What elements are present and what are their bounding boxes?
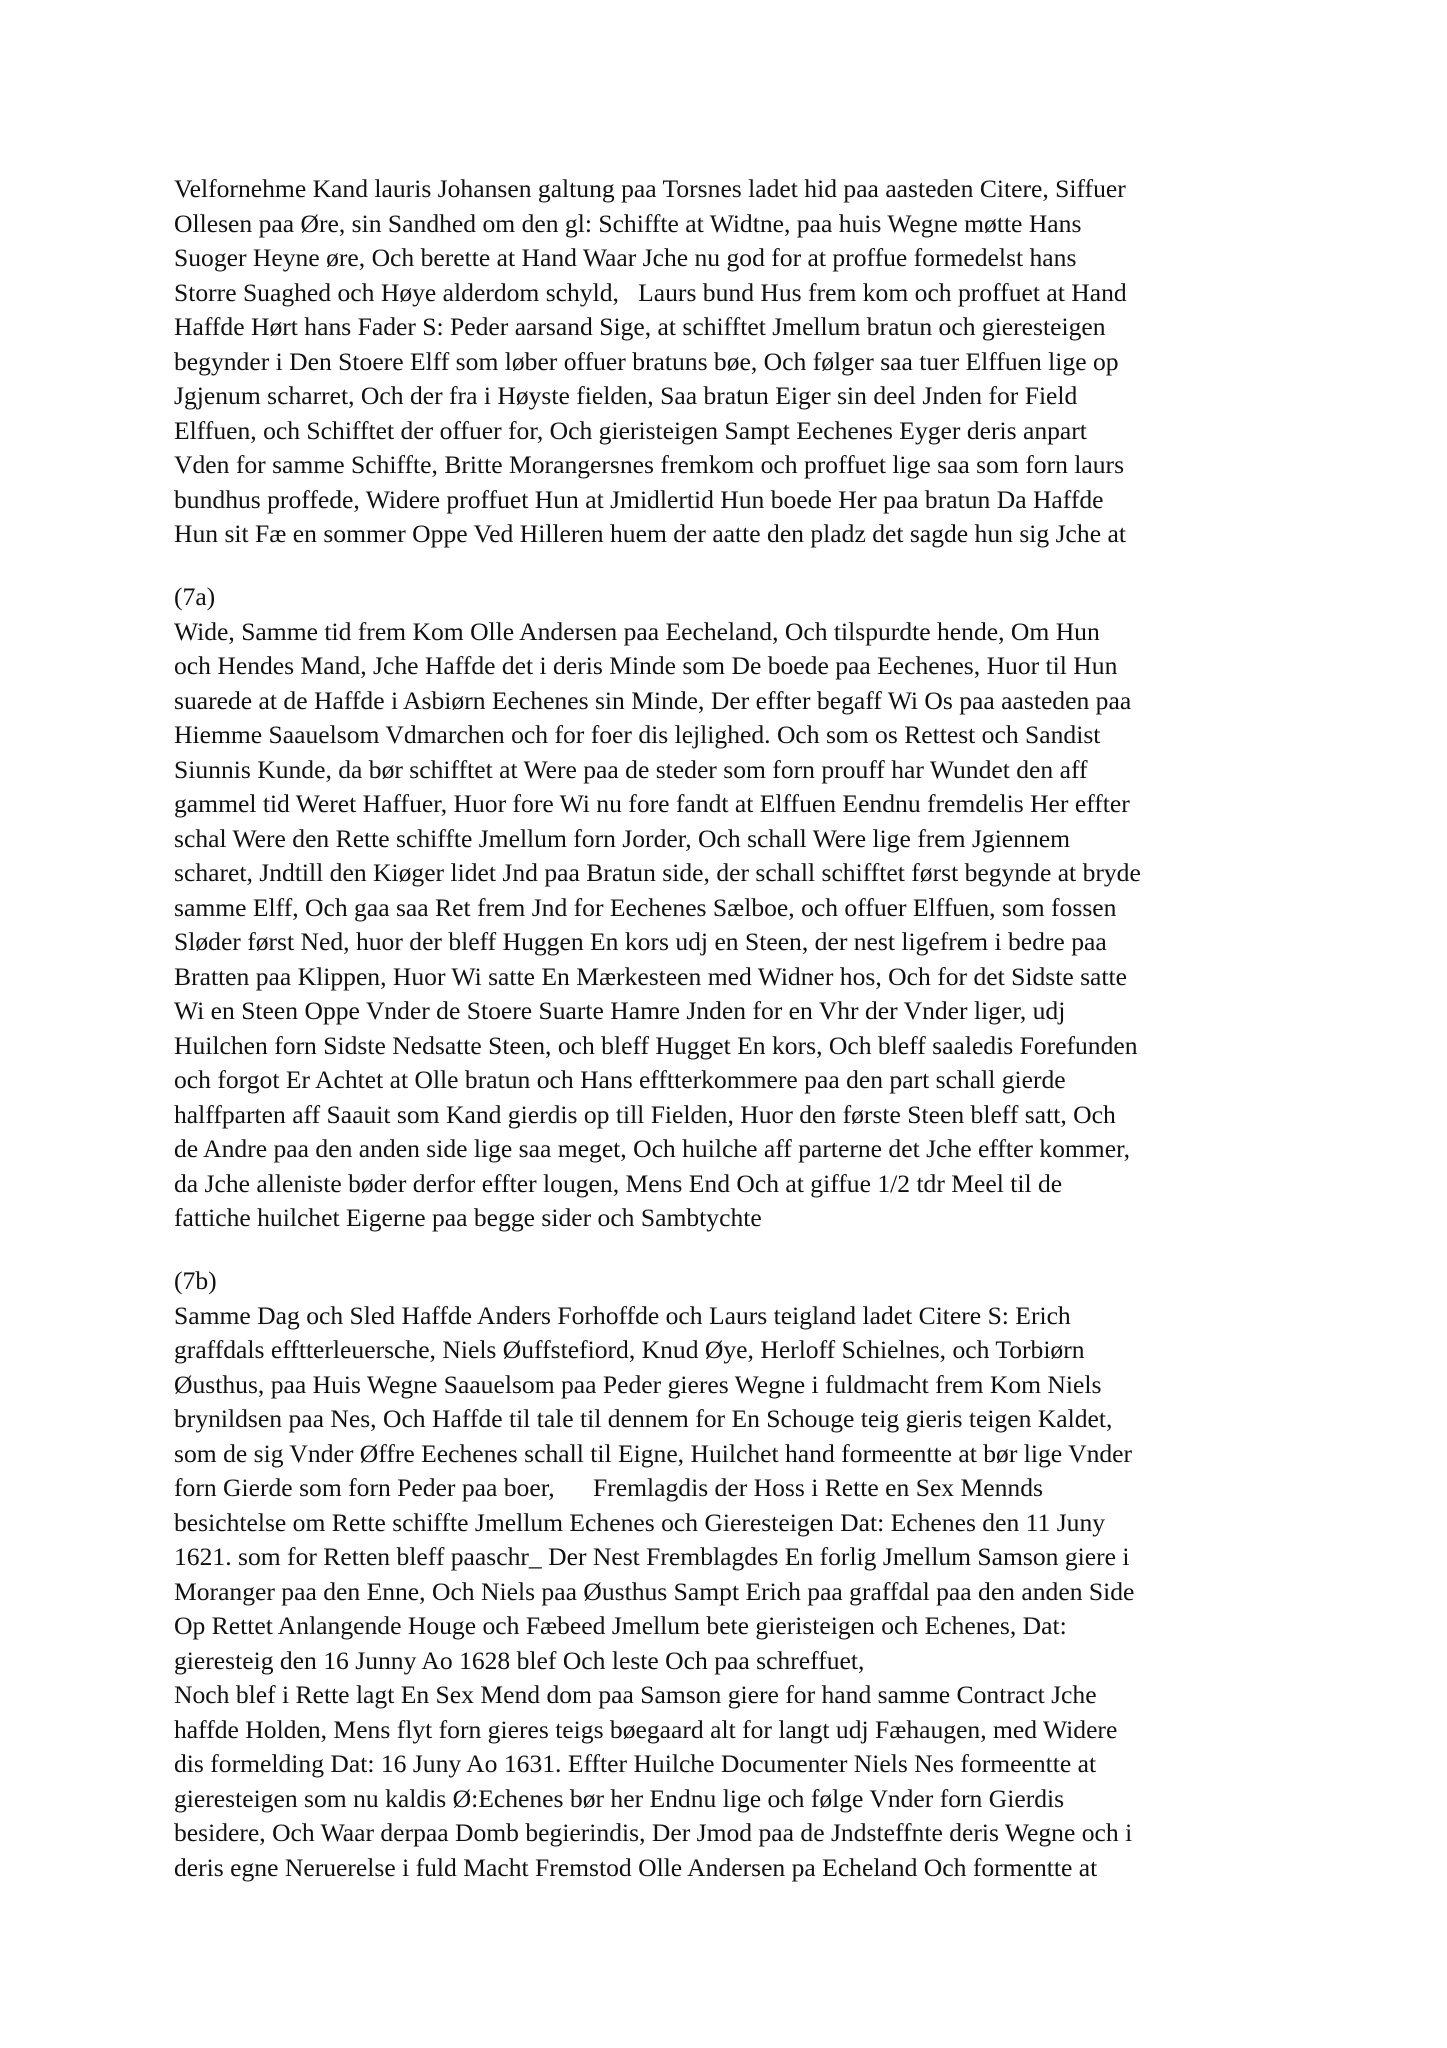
text-line: gieresteigen som nu kaldis Ø:Echenes bør her Endnu lige och følge Vnder forn Gierdis	[174, 1783, 1065, 1813]
text-line: fattiche huilchet Eigerne paa begge sider och Sambtychte	[174, 1203, 762, 1232]
text-line: Haffde Hørt hans Fader S: Peder aarsand Sige, at schifftet Jmellum bratun och gieresteigen	[174, 312, 1106, 341]
text-line: haffde Holden, Mens flyt forn gieres teigs bøegaard alt for langt udj Fæhaugen, med Widere	[174, 1714, 1118, 1744]
text-line: suarede at de Haffde i Asbiørn Eechenes sin Minde, Der effter begaff Wi Os paa aasteden paa	[174, 685, 1132, 715]
text-line: Storre Suaghed och Høye alderdom schyld, Laurs bund Hus frem kom och proffuet at Hand	[174, 277, 1127, 307]
section-heading: (7a)	[174, 582, 216, 611]
text-line: Op Rettet Anlangende Houge och Fæbeed Jmellum bete gieristeigen och Echenes, Dat:	[174, 1611, 1067, 1640]
text-line: halffparten aff Saauit som Kand gierdis op till Fielden, Huor den første Steen bleff satt, Och	[174, 1099, 1116, 1129]
text-line: gieresteig den 16 Junny Ao 1628 blef Och leste Och paa schreffuet,	[174, 1645, 865, 1675]
text-line: gammel tid Weret Haffuer, Huor fore Wi nu fore fandt at Elffuen Eendnu fremdelis Her effter	[174, 789, 1130, 818]
text-line: Vden for samme Schiffte, Britte Morangersnes fremkom och proffuet lige saa som forn laurs	[174, 450, 1125, 479]
text-line: besidere, Och Waar derpaa Domb begierindis, Der Jmod paa de Jndsteffnte deris Wegne och i	[174, 1818, 1133, 1847]
text-line: Jgjenum scharret, Och der fra i Høyste fielden, Saa bratun Eiger sin deel Jnden for Field	[174, 381, 1078, 410]
text-line: Huilchen forn Sidste Nedsatte Steen, och bleff Hugget En kors, Och bleff saaledis Forefunden	[174, 1030, 1138, 1060]
text-line: Bratten paa Klippen, Huor Wi satte En Mærkesteen med Widner hos, Och for det Sidste satte	[174, 961, 1127, 991]
text-line: Noch blef i Rette lagt En Sex Mend dom paa Samson giere for hand samme Contract Jche	[174, 1680, 1097, 1709]
paragraph-7b	[174, 1264, 1304, 1885]
text-line: och forgot Er Achtet at Olle bratun och Hans efftterkommere paa den part schall gierde	[174, 1065, 1066, 1094]
text-line: besichtelse om Rette schiffte Jmellum Echenes och Gieresteigen Dat: Echenes den 11 Juny	[174, 1507, 1106, 1537]
text-line: Øusthus, paa Huis Wegne Saauelsom paa Peder gieres Wegne i fuldmacht frem Kom Niels	[174, 1369, 1102, 1399]
text-line: schal Were den Rette schiffte Jmellum forn Jorder, Och schall Were lige frem Jgiennem	[174, 823, 1071, 853]
text-line: bundhus proffede, Widere proffuet Hun at Jmidlertid Hun boede Her paa bratun Da Haffde	[174, 484, 1104, 514]
text-line: Sløder først Ned, huor der bleff Huggen En kors udj en Steen, der nest ligefrem i bedre paa	[174, 927, 1107, 956]
text-line: de Andre paa den anden side lige saa meget, Och huilche aff parterne det Jche effter kommer,	[174, 1134, 1130, 1163]
text-line: da Jche alleniste bøder derfor effter lougen, Mens End Och at giffue 1/2 tdr Meel til de	[174, 1168, 1063, 1198]
text-line: som de sig Vnder Øffre Eechenes schall til Eigne, Huilchet hand formeentte at bør lige Vnder	[174, 1438, 1133, 1468]
text-line: graffdals efftterleuersche, Niels Øuffstefiord, Knud Øye, Herloff Schielnes, och Torbiørn	[174, 1335, 1085, 1364]
text-line: samme Elff, Och gaa saa Ret frem Jnd for Eechenes Sælboe, och offuer Elffuen, som fossen	[174, 892, 1117, 922]
text-line: Wi en Steen Oppe Vnder de Stoere Suarte Hamre Jnden for en Vhr der Vnder liger, udj	[174, 996, 1066, 1025]
text-line: scharet, Jndtill den Kiøger lidet Jnd paa Bratun side, der schall schifftet først begynde at bryde	[174, 858, 1141, 887]
text-line: dis formelding Dat: 16 Juny Ao 1631. Effter Huilche Documenter Niels Nes formeentte at	[174, 1749, 1097, 1778]
text-line: Samme Dag och Sled Haffde Anders Forhoffde och Laurs teigland ladet Citere S: Erich	[174, 1300, 1071, 1330]
text-line: och Hendes Mand, Jche Haffde det i deris Minde som De boede paa Eechenes, Huor til Hun	[174, 651, 1118, 680]
text-line: Siunnis Kunde, da bør schifftet at Were paa de steder som forn prouff har Wundet den aff	[174, 754, 1088, 784]
text-line: Hiemme Saauelsom Vdmarchen och for foer dis lejlighed. Och som os Rettest och Sandist	[174, 720, 1101, 749]
text-line: brynildsen paa Nes, Och Haffde til tale til dennem for En Schouge teig gieris teigen Kaldet,	[174, 1404, 1113, 1433]
text-line: Hun sit Fæ en sommer Oppe Ved Hilleren huem der aatte den pladz det sagde hun sig Jche at	[174, 519, 1126, 548]
text-line: forn Gierde som forn Peder paa boer, Fremlagdis der Hoss i Rette en Sex Mennds	[174, 1473, 1043, 1502]
text-line: Ollesen paa Øre, sin Sandhed om den gl: Schiffte at Widtne, paa huis Wegne møtte Hans	[174, 208, 1082, 238]
text-line: begynder i Den Stoere Elff som løber offuer bratuns bøe, Och følger saa tuer Elffuen lige op	[174, 346, 1119, 376]
text-line: Suoger Heyne øre, Och berette at Hand Waar Jche nu god for at proffue formedelst hans	[174, 243, 1077, 272]
paragraph-1	[174, 172, 1304, 552]
text-line: Wide, Samme tid frem Kom Olle Andersen paa Eecheland, Och tilspurdte hende, Om Hun	[174, 616, 1100, 646]
section-heading: (7b)	[174, 1266, 217, 1295]
text-line: Velfornehme Kand lauris Johansen galtung paa Torsnes ladet hid paa aasteden Citere, Siffuer	[174, 174, 1126, 203]
paragraph-7a	[174, 580, 1304, 1236]
text-line: 1621. som for Retten bleff paaschr_ Der Nest Fremblagdes En forlig Jmellum Samson giere i	[174, 1542, 1130, 1571]
text-line: deris egne Neruerelse i fuld Macht Fremstod Olle Andersen pa Echeland Och formentte at	[174, 1852, 1098, 1882]
text-line: Moranger paa den Enne, Och Niels paa Øusthus Sampt Erich paa graffdal paa den anden Side	[174, 1576, 1135, 1606]
text-line: Elffuen, och Schifftet der offuer for, Och gieristeigen Sampt Eechenes Eyger deris anpart	[174, 415, 1087, 445]
